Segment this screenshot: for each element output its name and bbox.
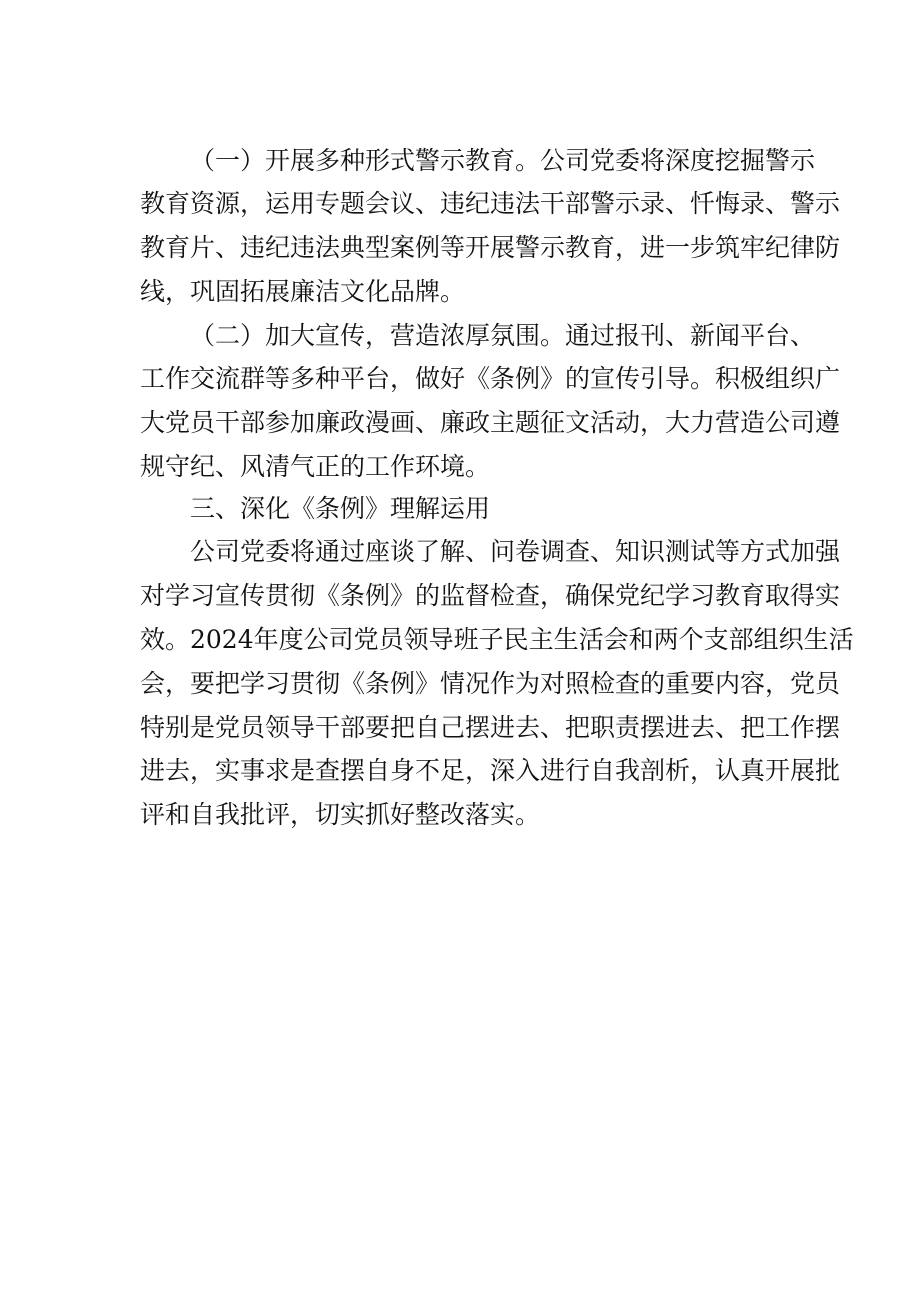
paragraph-1-line-1: （一）开展多种形式警示教育。公司党委将深度挖掘警示	[190, 146, 816, 175]
paragraph-1-line-4: 线，巩固拓展廉洁文化品牌。	[140, 277, 466, 306]
paragraph-3-line-3: 效。2024年度公司党员领导班子民主生活会和两个支部组织生活	[140, 625, 854, 654]
paragraph-3-line-4: 会，要把学习贯彻《条例》情况作为对照检查的重要内容，党员	[140, 669, 841, 698]
paragraph-3-line-2: 对学习宣传贯彻《条例》的监督检查，确保党纪学习教育取得实	[140, 581, 841, 610]
paragraph-3-line-7: 评和自我批评，切实抓好整改落实。	[140, 800, 541, 829]
paragraph-1-line-3: 教育片、违纪违法典型案例等开展警示教育，进一步筑牢纪律防	[140, 233, 841, 262]
paragraph-2-line-4: 规守纪、风清气正的工作环境。	[140, 452, 491, 481]
section-heading: 三、深化《条例》理解运用	[190, 494, 491, 523]
paragraph-3-line-1: 公司党委将通过座谈了解、问卷调查、知识测试等方式加强	[190, 537, 841, 566]
paragraph-3-line-5: 特别是党员领导干部要把自己摆进去、把职责摆进去、把工作摆	[140, 713, 841, 742]
paragraph-2-line-3: 大党员干部参加廉政漫画、廉政主题征文活动，大力营造公司遵	[140, 408, 841, 437]
paragraph-1-line-2: 教育资源，运用专题会议、违纪违法干部警示录、忏悔录、警示	[140, 189, 841, 218]
paragraph-2-line-2: 工作交流群等多种平台，做好《条例》的宣传引导。积极组织广	[140, 364, 841, 393]
paragraph-2-line-1: （二）加大宣传，营造浓厚氛围。通过报刊、新闻平台、	[190, 321, 816, 350]
paragraph-3-line-6: 进去，实事求是查摆自身不足，深入进行自我剖析，认真开展批	[140, 756, 841, 785]
